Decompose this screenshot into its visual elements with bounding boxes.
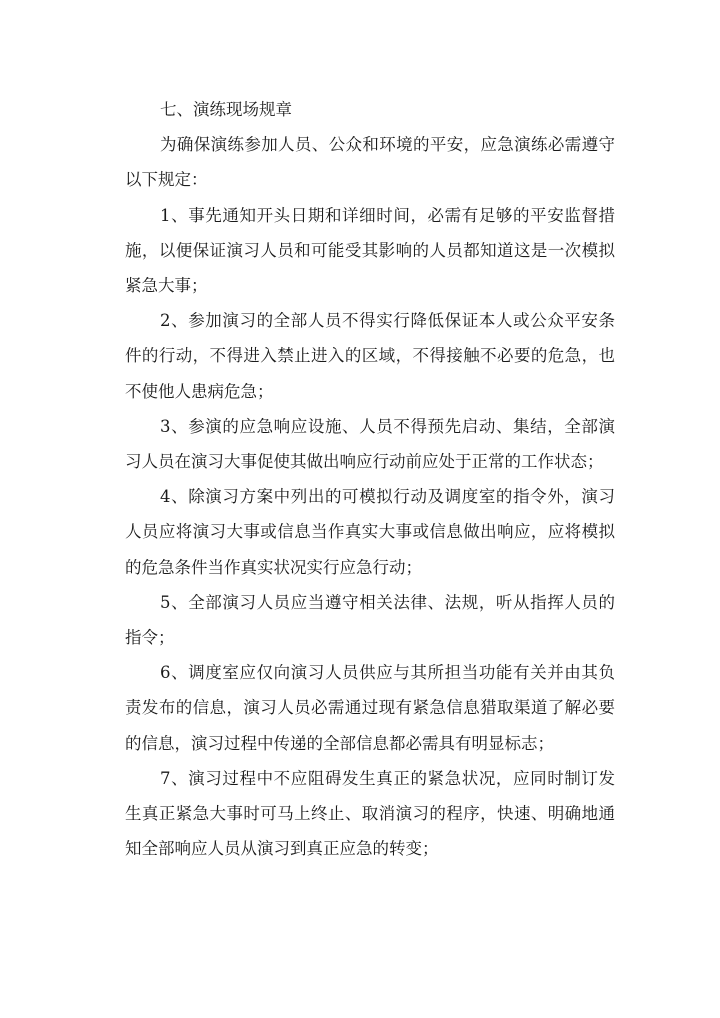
section-heading: 七、演练现场规章 <box>160 100 292 119</box>
rule-7-paragraph: 7、演习过程中不应阻碍发生真正的紧急状况，应同时制订发生真正紧急大事时可马上终止、取消演习的程序，快速、明确地通知全部响应人员从演习到真正应急的转变； <box>125 768 615 859</box>
intro-paragraph: 为确保演练参加人员、公众和环境的平安，应急演练必需遵守以下规定： <box>125 135 615 190</box>
rule-3-paragraph: 3、参演的应急响应设施、人员不得预先启动、集结，全部演习人员在演习大事促使其做出响应行动前应处于正常的工作状态； <box>125 416 615 472</box>
rule-5-paragraph: 5、全部演习人员应当遵守相关法律、法规，听从指挥人员的指令； <box>125 592 615 648</box>
rule-1-paragraph: 1、事先通知开头日期和详细时间，必需有足够的平安监督措施，以便保证演习人员和可能受其影响的人员都知道这是一次模拟紧急大事； <box>125 205 615 296</box>
rule-6-paragraph: 6、调度室应仅向演习人员供应与其所担当功能有关并由其负责发布的信息，演习人员必需通过现有紧急信息猎取渠道了解必要的信息，演习过程中传递的全部信息都必需具有明显标志； <box>125 663 615 753</box>
document-body <box>125 92 615 866</box>
rule-2-paragraph: 2、参加演习的全部人员不得实行降低保证本人或公众平安条件的行动，不得进入禁止进入的区域，不得接触不必要的危急，也不使他人患病危急； <box>125 311 615 401</box>
rule-4-paragraph: 4、除演习方案中列出的可模拟行动及调度室的指令外，演习人员应将演习大事或信息当作真实大事或信息做出响应，应将模拟的危急条件当作真实状况实行应急行动； <box>125 487 615 577</box>
